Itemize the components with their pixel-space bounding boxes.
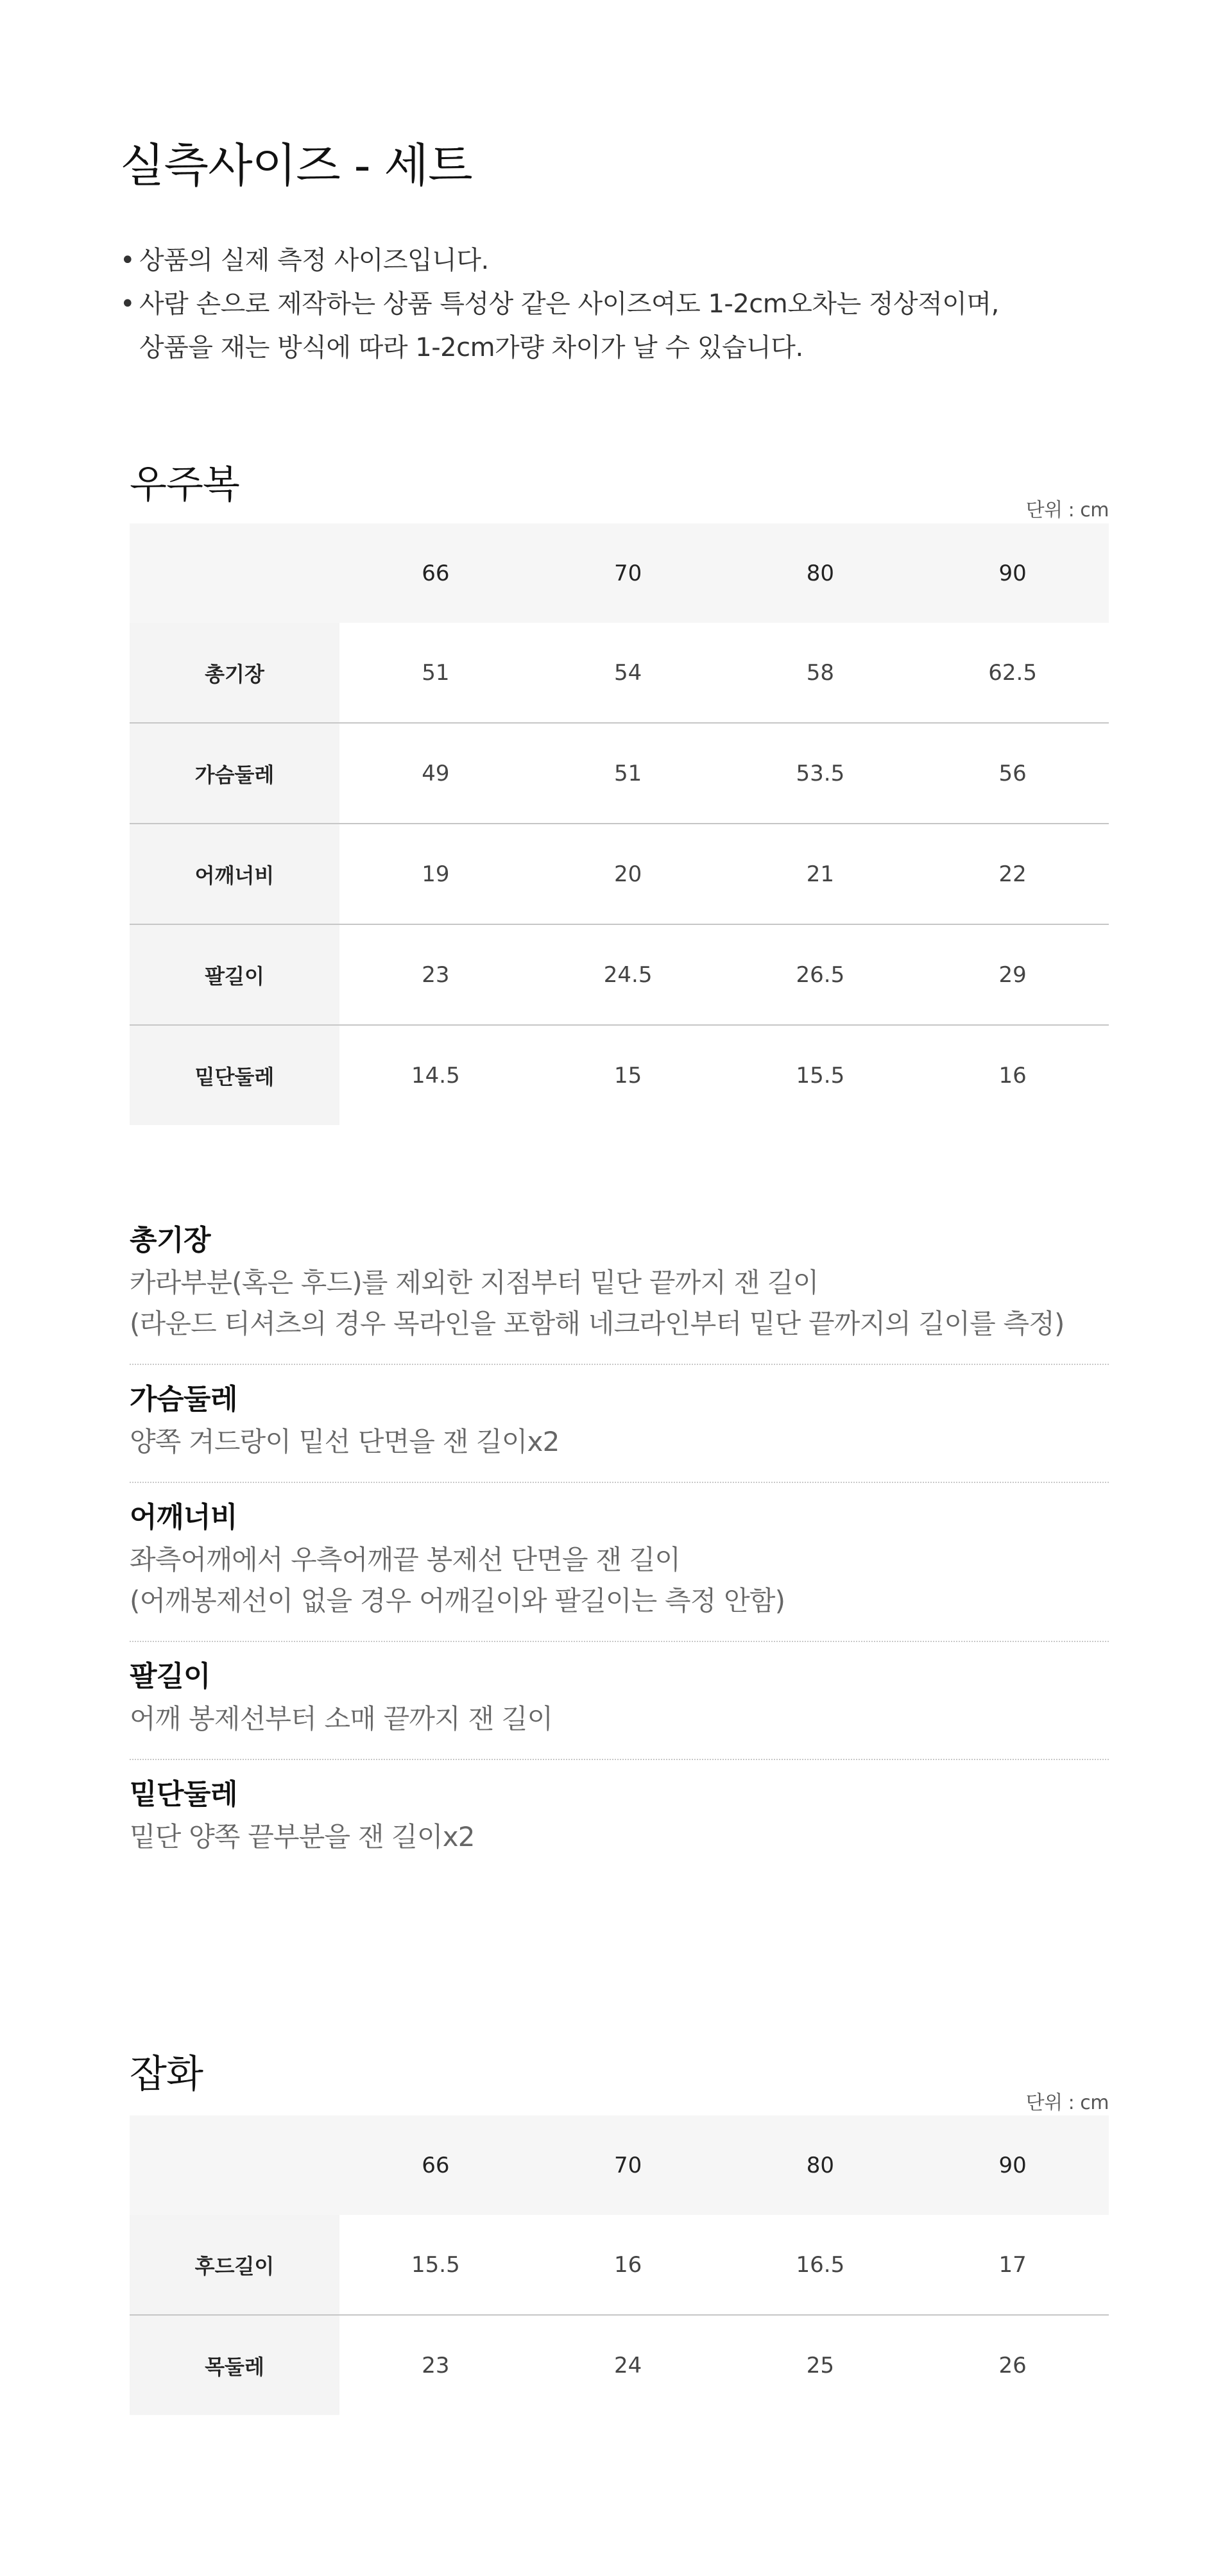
table-cell: 20 (532, 824, 724, 924)
definition-term: 어깨너비 (130, 1501, 238, 1534)
table-row (130, 723, 1109, 824)
size-header: 66 (339, 2115, 532, 2215)
table-row (130, 924, 1109, 1025)
table-row (130, 2215, 1109, 2315)
definition-text: 밑단 양쪽 끝부분을 잰 길이x2 (130, 1821, 475, 1852)
table-cell: 21 (724, 824, 917, 924)
table-cell: 25 (724, 2315, 917, 2415)
table-cell: 15 (532, 1025, 724, 1125)
size-header: 66 (339, 523, 532, 623)
row-label: 가슴둘레 (130, 723, 339, 824)
table-cell: 56 (916, 723, 1109, 824)
table-cell: 53.5 (724, 723, 917, 824)
table-cell: 16 (916, 1025, 1109, 1125)
definition-text: 카라부분(혹은 후드)를 제외한 지점부터 밑단 끝까지 잰 길이 (130, 1267, 819, 1298)
definition-item (130, 1206, 1109, 1365)
definition-text: 좌측어깨에서 우측어깨끝 봉제선 단면을 잰 길이 (130, 1544, 681, 1575)
bullet-icon: • (120, 246, 135, 275)
table-cell: 14.5 (339, 1025, 532, 1125)
size-header: 80 (724, 2115, 917, 2215)
table-header-row (130, 2115, 1109, 2215)
row-label: 목둘레 (130, 2315, 339, 2415)
table-cell: 29 (916, 924, 1109, 1025)
table-row (130, 623, 1109, 723)
measurement-definitions (130, 1206, 1109, 1877)
definition-term: 가슴둘레 (130, 1383, 238, 1416)
table-header-row (130, 523, 1109, 623)
table-cell: 22 (916, 824, 1109, 924)
table-row (130, 824, 1109, 924)
definition-item (130, 1642, 1109, 1760)
bodysuit-size-table (130, 523, 1109, 1125)
definition-term: 팔길이 (130, 1660, 211, 1693)
table-row (130, 2315, 1109, 2415)
size-header: 70 (532, 2115, 724, 2215)
table-cell: 24.5 (532, 924, 724, 1025)
table-cell: 15.5 (724, 1025, 917, 1125)
accessories-size-table (130, 2115, 1109, 2415)
definition-text: 어깨 봉제선부터 소매 끝까지 잰 길이 (130, 1703, 553, 1734)
table-row (130, 1025, 1109, 1125)
definition-text: 양쪽 겨드랑이 밑선 단면을 잰 길이x2 (130, 1426, 560, 1457)
row-label: 밑단둘레 (130, 1025, 339, 1125)
unit-label: 단위 : cm (1025, 499, 1109, 521)
bullet-icon: • (120, 289, 135, 319)
table-cell: 49 (339, 723, 532, 824)
table-cell: 24 (532, 2315, 724, 2415)
table-cell: 51 (532, 723, 724, 824)
row-label: 어깨너비 (130, 824, 339, 924)
note-text: 상품을 재는 방식에 따라 1-2cm가량 차이가 날 수 있습니다. (139, 333, 803, 362)
table-cell: 58 (724, 623, 917, 723)
table-corner-cell (130, 2115, 339, 2215)
definition-item (130, 1483, 1109, 1642)
row-label: 총기장 (130, 623, 339, 723)
definition-item (130, 1760, 1109, 1877)
table-cell: 23 (339, 924, 532, 1025)
notes (120, 239, 1147, 369)
note-item (120, 282, 1147, 326)
row-label: 팔길이 (130, 924, 339, 1025)
definition-term: 총기장 (130, 1224, 211, 1257)
table-cell: 16 (532, 2215, 724, 2315)
table-cell: 26 (916, 2315, 1109, 2415)
note-text: 사람 손으로 제작하는 상품 특성상 같은 사이즈여도 1-2cm오차는 정상적이며, (139, 289, 999, 319)
table-cell: 26.5 (724, 924, 917, 1025)
note-item-continued (120, 326, 1147, 369)
definition-text: (라운드 티셔츠의 경우 목라인을 포함해 네크라인부터 밑단 끝까지의 길이를 측정) (130, 1308, 1065, 1339)
table-cell: 54 (532, 623, 724, 723)
size-header: 90 (916, 523, 1109, 623)
table-cell: 19 (339, 824, 532, 924)
unit-label: 단위 : cm (1025, 2092, 1109, 2114)
page-title: 실측사이즈 - 세트 (120, 139, 472, 192)
note-text: 상품의 실제 측정 사이즈입니다. (139, 246, 489, 275)
row-label: 후드길이 (130, 2215, 339, 2315)
section-title-bodysuit: 우주복 (130, 462, 239, 507)
definition-text: (어깨봉제선이 없을 경우 어깨길이와 팔길이는 측정 안함) (130, 1585, 785, 1616)
table-cell: 51 (339, 623, 532, 723)
size-header: 90 (916, 2115, 1109, 2215)
table-cell: 62.5 (916, 623, 1109, 723)
table-cell: 17 (916, 2215, 1109, 2315)
size-header: 70 (532, 523, 724, 623)
table-cell: 16.5 (724, 2215, 917, 2315)
definition-item (130, 1365, 1109, 1483)
table-corner-cell (130, 523, 339, 623)
definition-term: 밑단둘레 (130, 1778, 238, 1811)
table-cell: 15.5 (339, 2215, 532, 2315)
table-cell: 23 (339, 2315, 532, 2415)
note-item (120, 239, 1147, 282)
size-header: 80 (724, 523, 917, 623)
section-title-accessories: 잡화 (130, 2052, 203, 2097)
